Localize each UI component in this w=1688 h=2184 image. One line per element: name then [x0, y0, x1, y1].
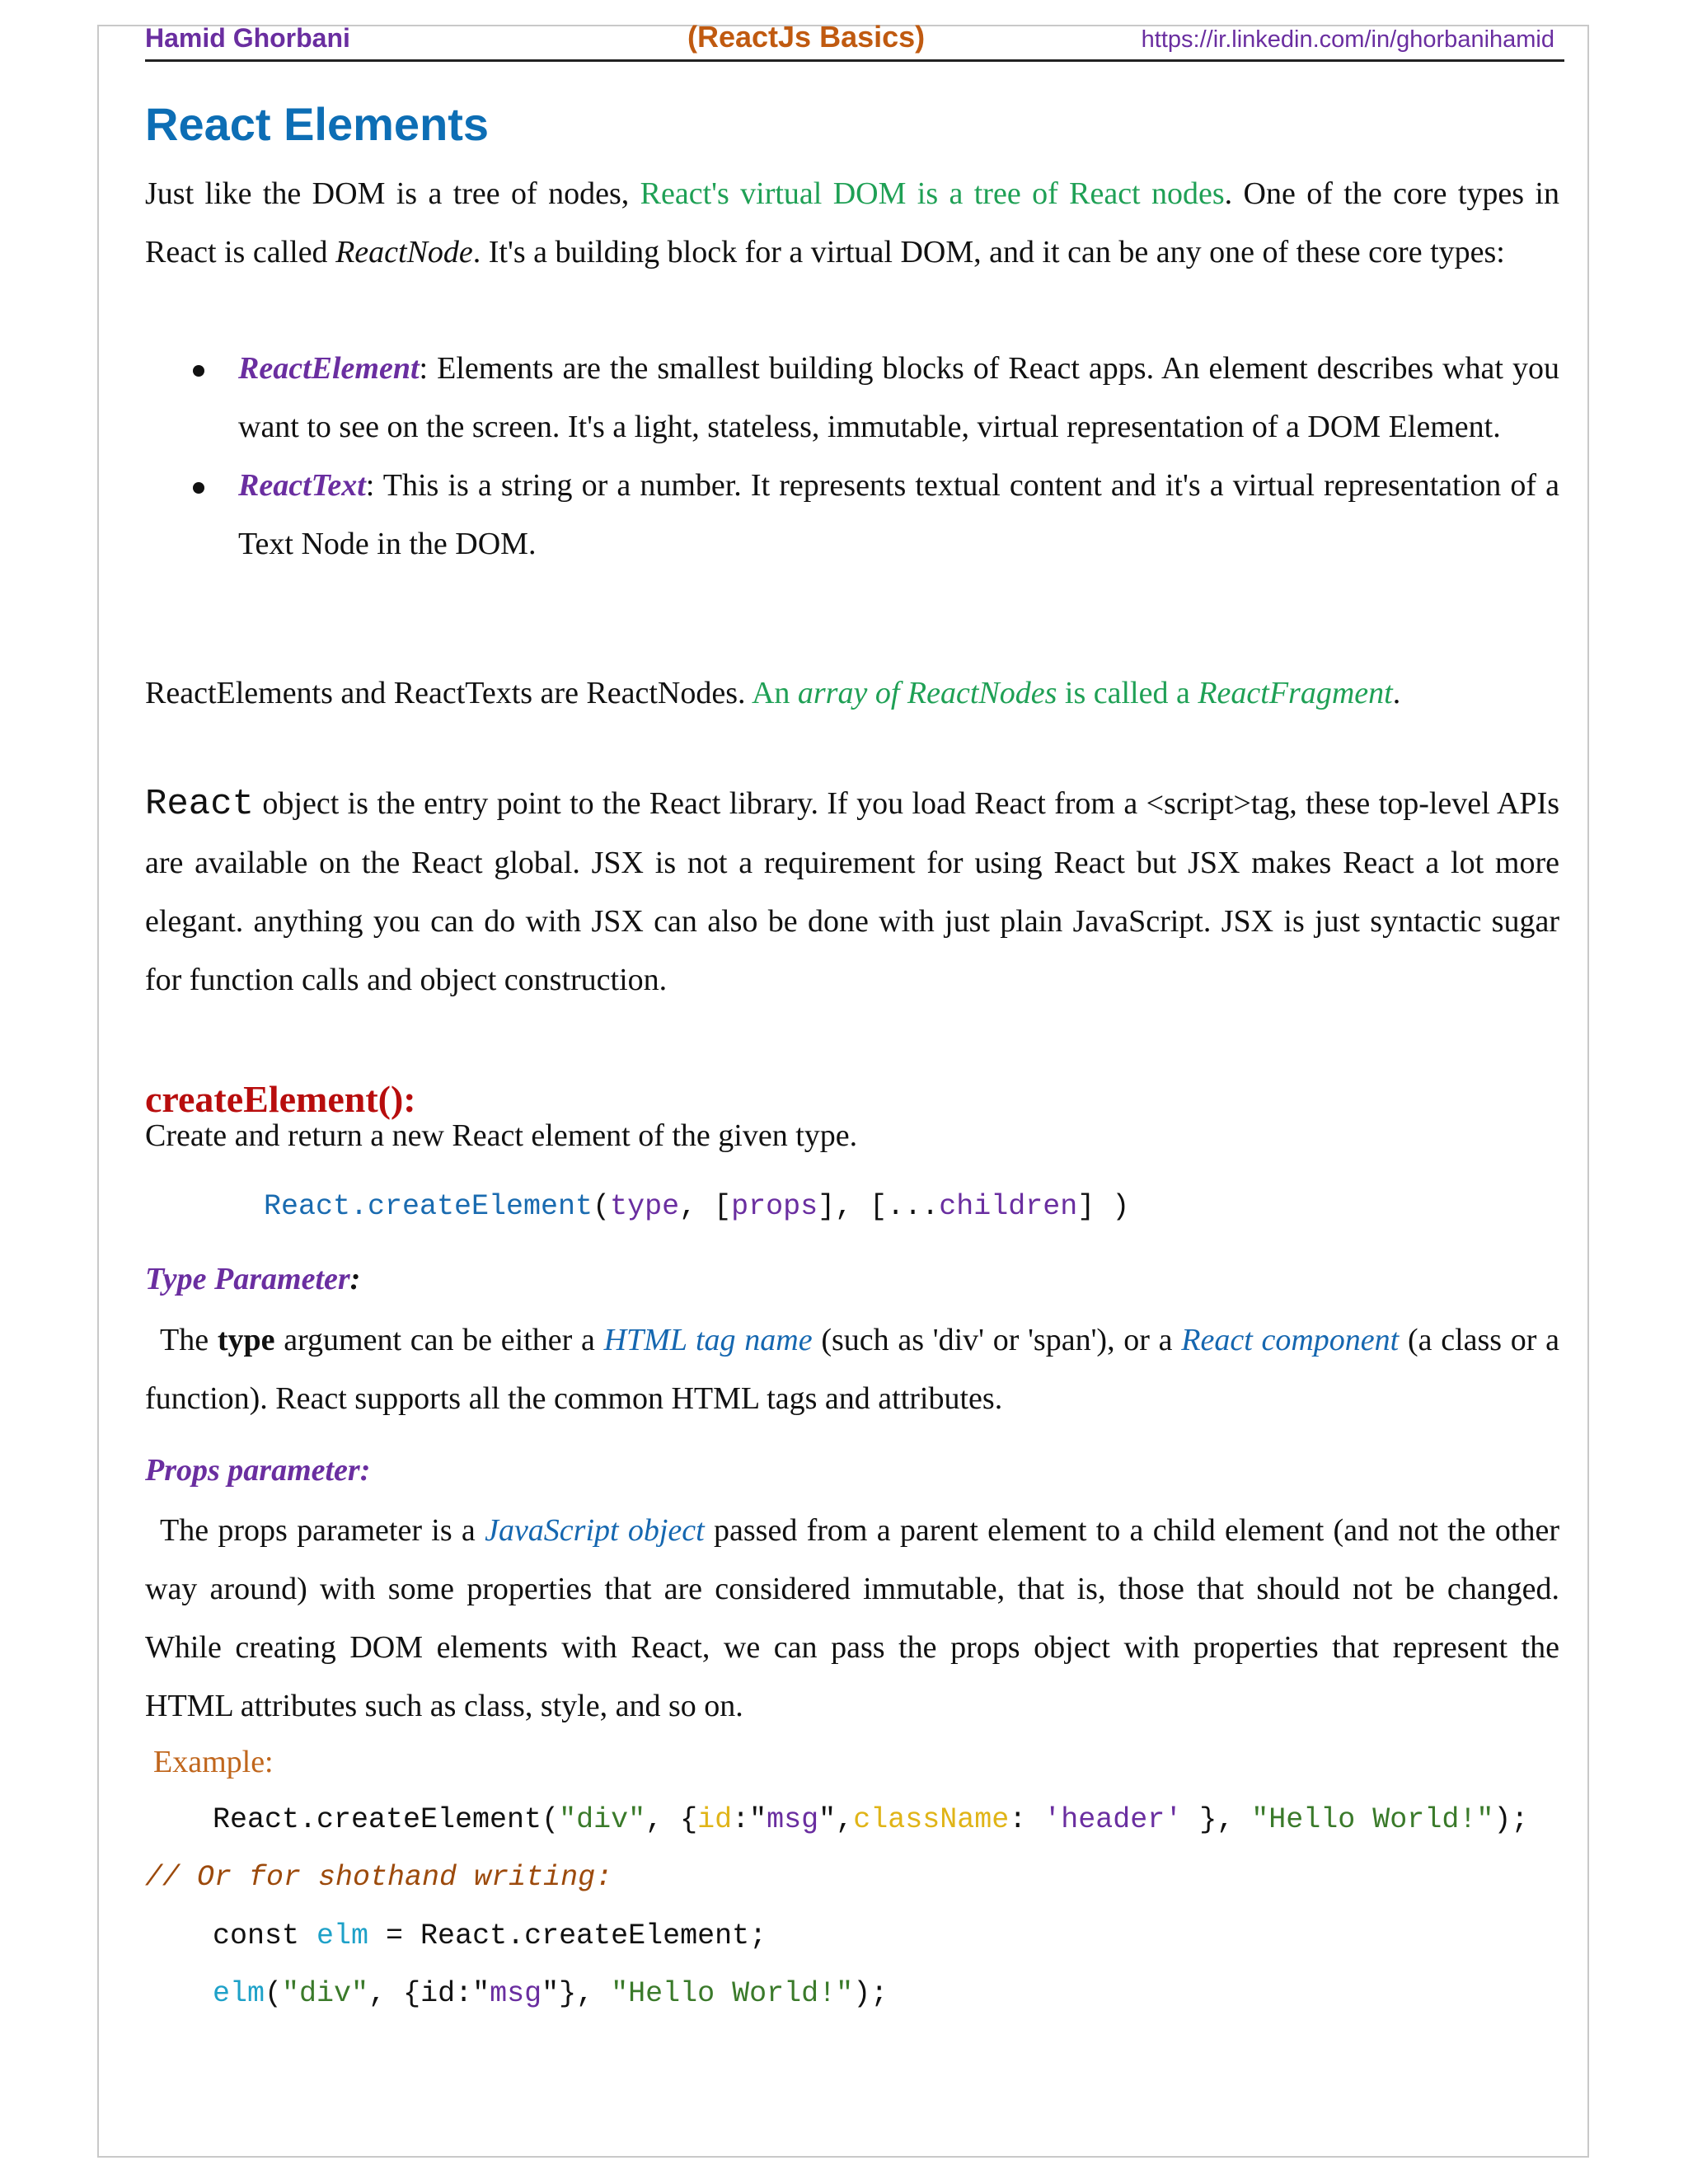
react-object-paragraph: [145, 775, 1559, 1010]
type-text-a: The: [160, 1323, 218, 1357]
props-parameter-paragraph: [145, 1502, 1559, 1736]
code-token: React.createElement(: [213, 1803, 560, 1836]
code-token: msg: [767, 1803, 819, 1836]
code-token: elm: [316, 1919, 369, 1952]
props-parameter-heading: Props parameter:: [145, 1453, 371, 1488]
type-text-d: (a class or a function). React supports all the common HTML tags and attributes.: [145, 1323, 1560, 1416]
bullet-text: : This is a string or a number. It represents textual content and it's a virtual representation of a Text Node in the DOM.: [238, 468, 1559, 561]
type-react-component: React component: [1181, 1323, 1400, 1357]
code-token: id: [697, 1803, 733, 1836]
code-token: 'header': [1043, 1803, 1183, 1836]
type-parameter-paragraph: [145, 1311, 1559, 1428]
sig-close: ] ): [1077, 1190, 1130, 1223]
code-token: const: [213, 1919, 317, 1952]
list-item: [145, 457, 1559, 574]
bullet-icon: [193, 482, 204, 494]
nodes-green-b: is called a: [1057, 676, 1198, 710]
header-author: Hamid Ghorbani: [145, 23, 350, 53]
intro-reactnode: ReactNode: [335, 235, 473, 269]
nodes-green-italic-a: array of ReactNodes: [797, 676, 1057, 710]
code-token: msg: [490, 1977, 542, 2010]
code-token: = React.createElement;: [368, 1919, 767, 1952]
code-token: , {: [645, 1803, 698, 1836]
sig-sep1: , [: [679, 1190, 732, 1223]
type-html-tag-name: HTML tag name: [603, 1323, 813, 1357]
code-token: , {id:": [368, 1977, 490, 2010]
code-token: (: [265, 1977, 283, 2010]
code-token: "Hello World!": [611, 1977, 854, 2010]
bullet-icon: [193, 365, 204, 377]
page-title: React Elements: [145, 98, 490, 150]
intro-highlight: React's virtual DOM is a tree of React nodes: [640, 176, 1225, 211]
sig-sep2: ], [...: [818, 1190, 940, 1223]
intro-text-b: . One of the core types in React is called: [145, 176, 1559, 269]
code-token: :: [1009, 1803, 1044, 1836]
props-text-a: The props parameter is a: [160, 1513, 485, 1548]
create-element-description: Create and return a new React element of the given type.: [145, 1118, 858, 1153]
nodes-fragment-term: ReactFragment: [1198, 676, 1393, 710]
list-item: [145, 340, 1559, 457]
code-token: "Hello World!": [1251, 1803, 1494, 1836]
header-linkedin-link[interactable]: https://ir.linkedin.com/in/ghorbanihamid: [1141, 26, 1554, 53]
sig-type: type: [610, 1190, 680, 1223]
type-text-b: argument can be either a: [274, 1323, 604, 1357]
bullet-text: : Elements are the smallest building blocks of React apps. An element describes what you want to see on the screen. It's a light, stateless, immutable, virtual representation of a DOM Element.: [238, 351, 1559, 444]
create-element-signature: [264, 1190, 1500, 1223]
code-token: elm: [213, 1977, 265, 2010]
type-heading-colon: :: [349, 1262, 361, 1296]
example-code-comment: // Or for shothand writing:: [145, 1861, 613, 1894]
react-mono-term: React: [145, 784, 255, 825]
intro-paragraph: [145, 165, 1559, 282]
example-code-line-1: [213, 1803, 1564, 1836]
sig-fn: React.createElement: [264, 1190, 593, 1223]
type-bold: type: [217, 1323, 275, 1357]
sig-open: (: [593, 1190, 611, 1223]
example-code-line-2: [213, 1919, 1564, 1952]
code-token: "},: [542, 1977, 612, 2010]
node-types-list: [145, 340, 1559, 574]
create-element-heading: createElement():: [145, 1078, 416, 1120]
code-token: className: [853, 1803, 1010, 1836]
nodes-paragraph: [145, 664, 1559, 723]
sig-props: props: [731, 1190, 818, 1223]
type-text-c: (such as 'div' or 'span'), or a: [812, 1323, 1182, 1357]
page-header: [145, 20, 1564, 62]
nodes-text: ReactElements and ReactTexts are ReactNodes.: [145, 676, 752, 710]
intro-text-c: . It's a building block for a virtual DOM, and it can be any one of these core types:: [472, 235, 1505, 269]
nodes-green-a: An: [751, 676, 798, 710]
bullet-term: ReactText: [238, 468, 366, 503]
code-token: );: [1493, 1803, 1529, 1836]
type-heading-text: Type Parameter: [145, 1262, 350, 1296]
code-token: );: [853, 1977, 889, 2010]
code-token: "div": [282, 1977, 369, 2010]
code-token: :": [732, 1803, 767, 1836]
sig-children: children: [939, 1190, 1078, 1223]
code-token: },: [1182, 1803, 1252, 1836]
bullet-term: ReactElement: [238, 351, 420, 386]
intro-text-a: Just like the DOM is a tree of nodes,: [145, 176, 640, 211]
react-object-text: object is the entry point to the React library. If you load React from a <script>tag, these top-level APIs are available on the React global. JSX is not a requirement for using React but JSX makes React a lot more elegant. anything you can do with JSX can also be done with just plain JavaScript. JSX is just syntactic sugar for function calls and object construction.: [145, 786, 1559, 997]
code-token: "div": [559, 1803, 646, 1836]
header-course: (ReactJs Basics): [687, 20, 926, 54]
code-token: ",: [818, 1803, 854, 1836]
type-parameter-heading: [145, 1261, 1559, 1297]
example-label: Example:: [153, 1745, 274, 1779]
props-text-b: passed from a parent element to a child element (and not the other way around) with some properties that are considered immutable, that is, those that should not be changed. While creating DOM elements with React, we can pass the props object with properties that represent the HTML attributes such as class, style, and so on.: [145, 1513, 1559, 1723]
example-code-line-3: [213, 1977, 1564, 2010]
props-js-object: JavaScript object: [485, 1513, 705, 1548]
nodes-end: .: [1392, 676, 1401, 710]
